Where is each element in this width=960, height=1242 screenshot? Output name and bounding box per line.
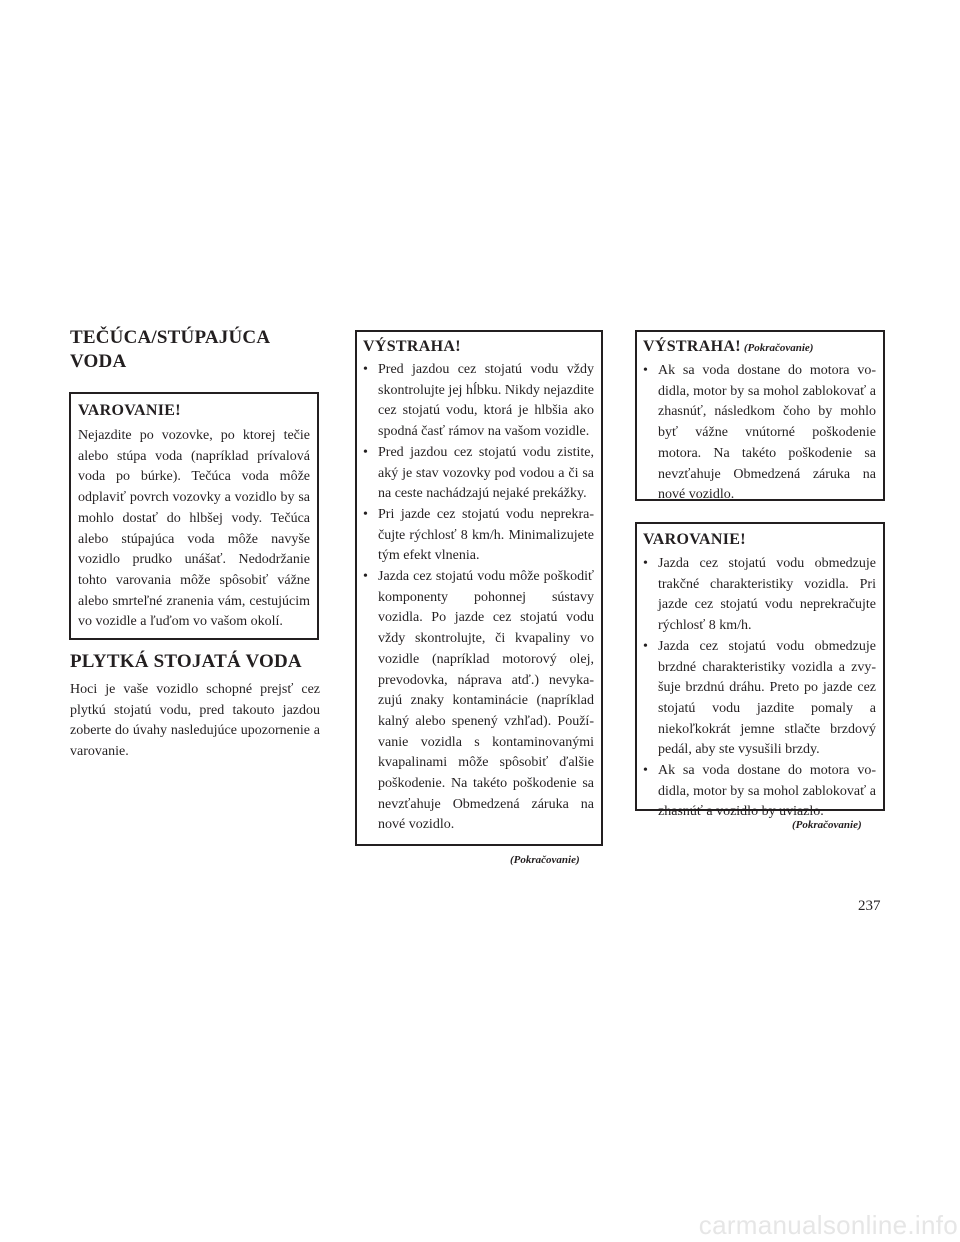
section-heading-line-2: VODA <box>70 351 127 372</box>
caution-box-standing-water <box>355 330 603 846</box>
warning-item: • Jazda cez stojatú vodu obmedzuje trakčné charakteristiky vozidla. Pri jazde cez stojatú vodu neprekračujte rýchlosť 8 km/h. <box>643 554 876 637</box>
warning-item: • Ak sa voda dostane do motora vodidla, motor by sa mohol zablokovať a zhasnúť a vozidlo by uviazlo. <box>643 761 876 823</box>
site-watermark: carmanualsonline.info <box>698 1210 958 1240</box>
warning-text: Nejazdite po vozovke, po ktorej tečie alebo stúpa voda (napríklad prívalová voda po búrke). Tečúca voda môže odplaviť povrch vozovky a vozidlo by sa mohlo dostať do hlbšej vody. Tečúca alebo stúpajúca voda môže navyše vozidlo prudko unášať. Nedodržanie tohto varovania môže spôsobiť vážne alebo smrteľné zranenia vám, cestujúcim vo vozidle a ľuďom vo vašom okolí. <box>78 428 310 630</box>
page-number: 237 <box>858 898 881 914</box>
caution-list <box>363 360 594 836</box>
caution-item: • Pred jazdou cez stojatú vodu zistite, aký je stav vozovky pod vodou a či sa na ceste nachádzajú nejaké prekážky. <box>363 443 594 505</box>
continued-note-middle: (Pokračovanie) <box>510 854 580 866</box>
section-heading-shallow-water: PLYTKÁ STOJATÁ VODA <box>70 651 302 672</box>
caution-title-row <box>643 337 876 358</box>
caution-list-continued <box>643 361 876 506</box>
caution-continued-label: (Pokračovanie) <box>743 342 814 354</box>
warning-title: VAROVANIE! <box>78 402 181 419</box>
caution-item: • Ak sa voda dostane do motora vodidla, motor by sa mohol zablokovať a zhasnúť, následkom čoho by mohlo byť vážne vnútorné poškodenie motora. Na takéto poškodenie sa nevzťahuje Obmedzená záruka na nové vozidlo. <box>643 361 876 506</box>
continued-note-right: (Pokračovanie) <box>792 819 862 831</box>
warning-box-standing-water <box>635 522 885 820</box>
warning-box-flowing-water <box>69 392 319 640</box>
caution-title: VÝSTRAHA! <box>643 338 741 355</box>
section-heading-line-1: TEČÚCA/STÚPAJÚCA <box>70 327 271 348</box>
warning-item: • Jazda cez stojatú vodu obmedzuje brzdné charakteristiky vozidla a zvyšuje brzdnú dráhu. Preto po jazde cez stojatú vodu jazdite pomaly a niekoľkokrát jemne stlačte brzdový pedál, aby ste vysušili brzdy. <box>643 637 876 761</box>
warning-list <box>643 554 876 823</box>
caution-title: VÝSTRAHA! <box>363 338 461 355</box>
caution-item: • Pri jazde cez stojatú vodu neprekračujte rýchlosť 8 km/h. Minimalizujete tým efekt vlnenia. <box>363 505 594 567</box>
caution-item: • Jazda cez stojatú vodu môže poškodiť komponenty pohonnej sústavy vozidla. Po jazde cez stojatú vodu vždy skontrolujte, či kvapaliny vo vozidle (napríklad motorový olej, prevodovka, náprava atď.) nevykazujú znaky kontaminácie (napríklad kalný alebo spenený vzhľad). Používanie vozidla s kontaminovanými kvapalinami môže spôsobiť ďalšie poškodenie. Na takéto poškodenie sa nevzťahuje Obmedzená záruka na nové vozidlo. <box>363 567 594 836</box>
caution-box-continued <box>635 330 885 501</box>
intro-paragraph: Hoci je vaše vozidlo schopné prejsť cez plytkú stojatú vodu, pred takouto jazdou zoberte do úvahy nasledujúce upozornenie a varovanie. <box>70 682 320 760</box>
warning-title: VAROVANIE! <box>643 531 746 548</box>
section-heading-flowing-water <box>70 326 320 374</box>
caution-item: • Pred jazdou cez stojatú vodu vždy skontrolujte jej hĺbku. Nikdy nejazdite cez stojatú vodu, ktorá je hlbšia ako spodná časť rámov na vašom vozidle. <box>363 360 594 443</box>
